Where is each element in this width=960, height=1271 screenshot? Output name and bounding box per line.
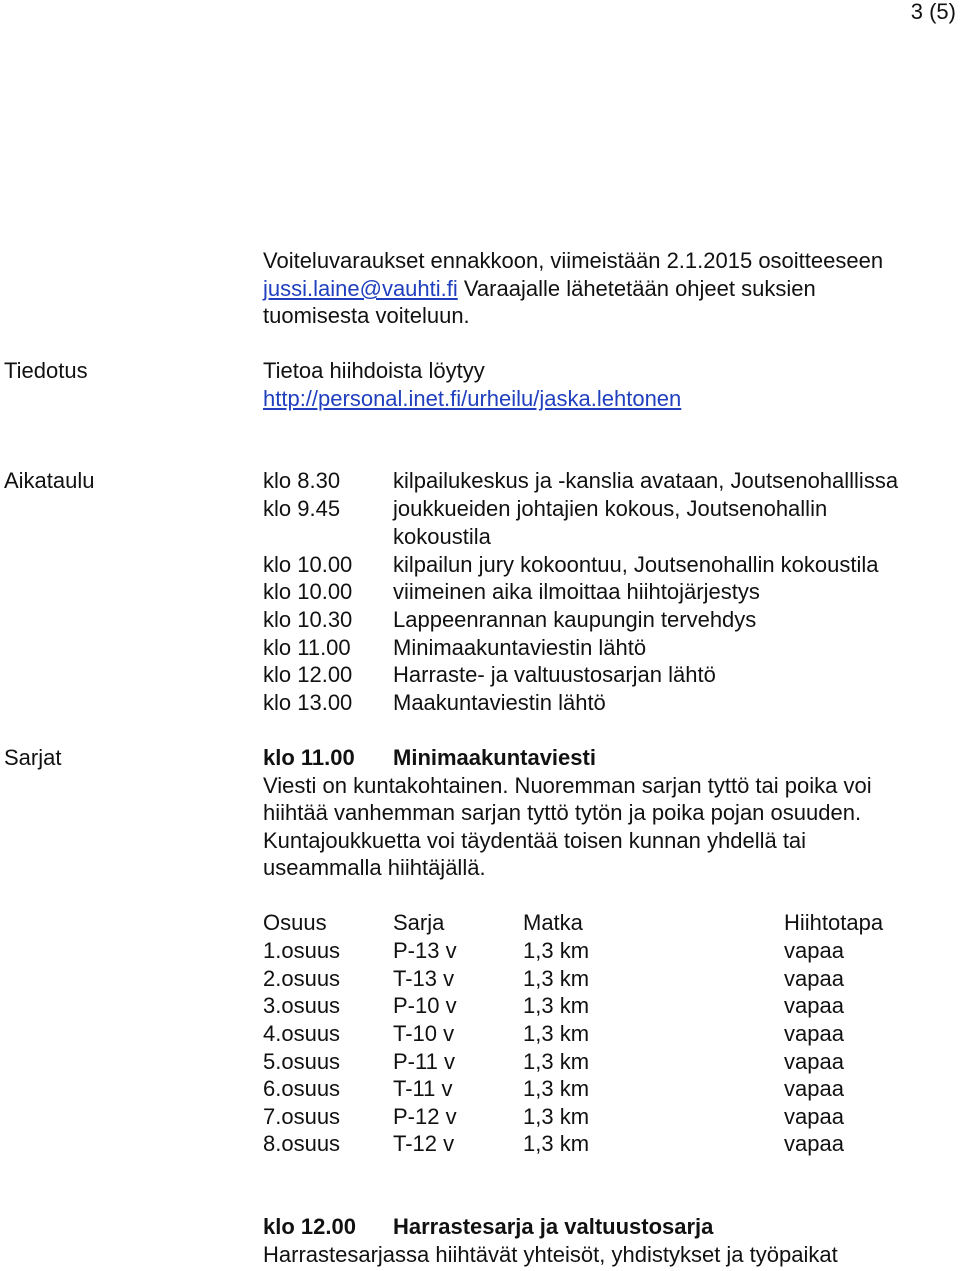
table-cell-hiihtotapa: vapaa — [784, 966, 844, 991]
table-cell-osuus: 1.osuus — [263, 938, 341, 963]
voitelu-line-1: Voiteluvaraukset ennakkoon, viimeistään 2.1.2015 osoitteeseen — [263, 248, 884, 273]
harraste-time: klo 12.00 — [263, 1214, 356, 1239]
mini-title: Minimaakuntaviesti — [393, 745, 596, 770]
tiedotus-label: Tiedotus — [4, 358, 88, 383]
voitelu-line-3: tuomisesta voiteluun. — [263, 303, 470, 328]
table-cell-hiihtotapa: vapaa — [784, 1021, 844, 1046]
table-cell-matka: 1,3 km — [523, 1049, 590, 1074]
table-cell-osuus: 7.osuus — [263, 1104, 341, 1129]
table-cell-osuus: 4.osuus — [263, 1021, 341, 1046]
table-cell-sarja: T-12 v — [393, 1131, 455, 1156]
table-cell-sarja: P-13 v — [393, 938, 457, 963]
table-cell-sarja: T-13 v — [393, 966, 455, 991]
tiedotus-line-1: Tietoa hiihdoista löytyy — [263, 358, 485, 383]
schedule-time: klo 9.45 — [263, 496, 341, 521]
schedule-desc: Lappeenrannan kaupungin tervehdys — [393, 607, 757, 632]
tiedotus-link-row — [263, 385, 681, 413]
table-cell-hiihtotapa: vapaa — [784, 1076, 844, 1101]
schedule-desc: kilpailun jury kokoontuu, Joutsenohallin kokoustila — [393, 552, 879, 577]
table-header-hiihtotapa: Hiihtotapa — [784, 910, 884, 935]
schedule-desc: Minimaakuntaviestin lähtö — [393, 635, 647, 660]
mini-time: klo 11.00 — [263, 745, 355, 770]
schedule-time: klo 10.00 — [263, 552, 353, 577]
schedule-desc: kilpailukeskus ja -kanslia avataan, Joutsenohalllissa — [393, 468, 899, 493]
table-cell-matka: 1,3 km — [523, 1021, 590, 1046]
table-cell-osuus: 2.osuus — [263, 966, 341, 991]
table-header-matka: Matka — [523, 910, 583, 935]
mini-text-line: useammalla hiihtäjällä. — [263, 855, 486, 880]
table-cell-hiihtotapa: vapaa — [784, 1049, 844, 1074]
table-cell-matka: 1,3 km — [523, 938, 590, 963]
table-cell-sarja: P-10 v — [393, 993, 457, 1018]
table-cell-sarja: P-11 v — [393, 1049, 455, 1074]
harraste-text-line: Harrastesarjassa hiihtävät yhteisöt, yhdistykset ja työpaikat — [263, 1242, 838, 1267]
table-cell-sarja: T-11 v — [393, 1076, 453, 1101]
table-cell-hiihtotapa: vapaa — [784, 993, 844, 1018]
table-cell-osuus: 6.osuus — [263, 1076, 341, 1101]
table-cell-matka: 1,3 km — [523, 1104, 590, 1129]
table-header-osuus: Osuus — [263, 910, 327, 935]
schedule-desc: Harraste- ja valtuustosarjan lähtö — [393, 662, 716, 687]
aikataulu-label: Aikataulu — [4, 468, 95, 493]
voitelu-line-2 — [263, 275, 816, 303]
table-cell-osuus: 5.osuus — [263, 1049, 341, 1074]
table-cell-hiihtotapa: vapaa — [784, 1104, 844, 1129]
schedule-time: klo 13.00 — [263, 690, 353, 715]
table-cell-matka: 1,3 km — [523, 1076, 590, 1101]
schedule-desc-cont: kokoustila — [393, 524, 491, 549]
table-cell-matka: 1,3 km — [523, 1131, 590, 1156]
sarjat-label: Sarjat — [4, 745, 62, 770]
voitelu-line-2-rest: Varaajalle lähetetään ohjeet suksien — [457, 276, 816, 301]
table-cell-osuus: 8.osuus — [263, 1131, 341, 1156]
schedule-desc: viimeinen aika ilmoittaa hiihtojärjestys — [393, 579, 760, 604]
table-cell-sarja: P-12 v — [393, 1104, 457, 1129]
page-number: 3 (5) — [910, 0, 956, 24]
harraste-title: Harrastesarja ja valtuustosarja — [393, 1214, 714, 1239]
mini-text-line: Kuntajoukkuetta voi täydentää toisen kunnan yhdellä tai — [263, 828, 807, 853]
table-cell-hiihtotapa: vapaa — [784, 938, 844, 963]
schedule-desc: joukkueiden johtajien kokous, Joutsenohallin — [393, 496, 828, 521]
table-cell-hiihtotapa: vapaa — [784, 1131, 844, 1156]
mini-text-line: hiihtää vanhemman sarjan tyttö tytön ja poika pojan osuuden. — [263, 800, 862, 825]
email-link[interactable]: jussi.laine@vauhti.fi — [263, 276, 458, 301]
schedule-time: klo 10.30 — [263, 607, 353, 632]
table-cell-matka: 1,3 km — [523, 966, 590, 991]
table-cell-matka: 1,3 km — [523, 993, 590, 1018]
schedule-time: klo 12.00 — [263, 662, 353, 687]
schedule-time: klo 11.00 — [263, 635, 351, 660]
website-link[interactable]: http://personal.inet.fi/urheilu/jaska.lehtonen — [263, 386, 682, 411]
table-header-sarja: Sarja — [393, 910, 445, 935]
schedule-time: klo 8.30 — [263, 468, 341, 493]
schedule-time: klo 10.00 — [263, 579, 353, 604]
table-cell-sarja: T-10 v — [393, 1021, 455, 1046]
table-cell-osuus: 3.osuus — [263, 993, 341, 1018]
schedule-desc: Maakuntaviestin lähtö — [393, 690, 606, 715]
mini-text-line: Viesti on kuntakohtainen. Nuoremman sarjan tyttö tai poika voi — [263, 773, 872, 798]
